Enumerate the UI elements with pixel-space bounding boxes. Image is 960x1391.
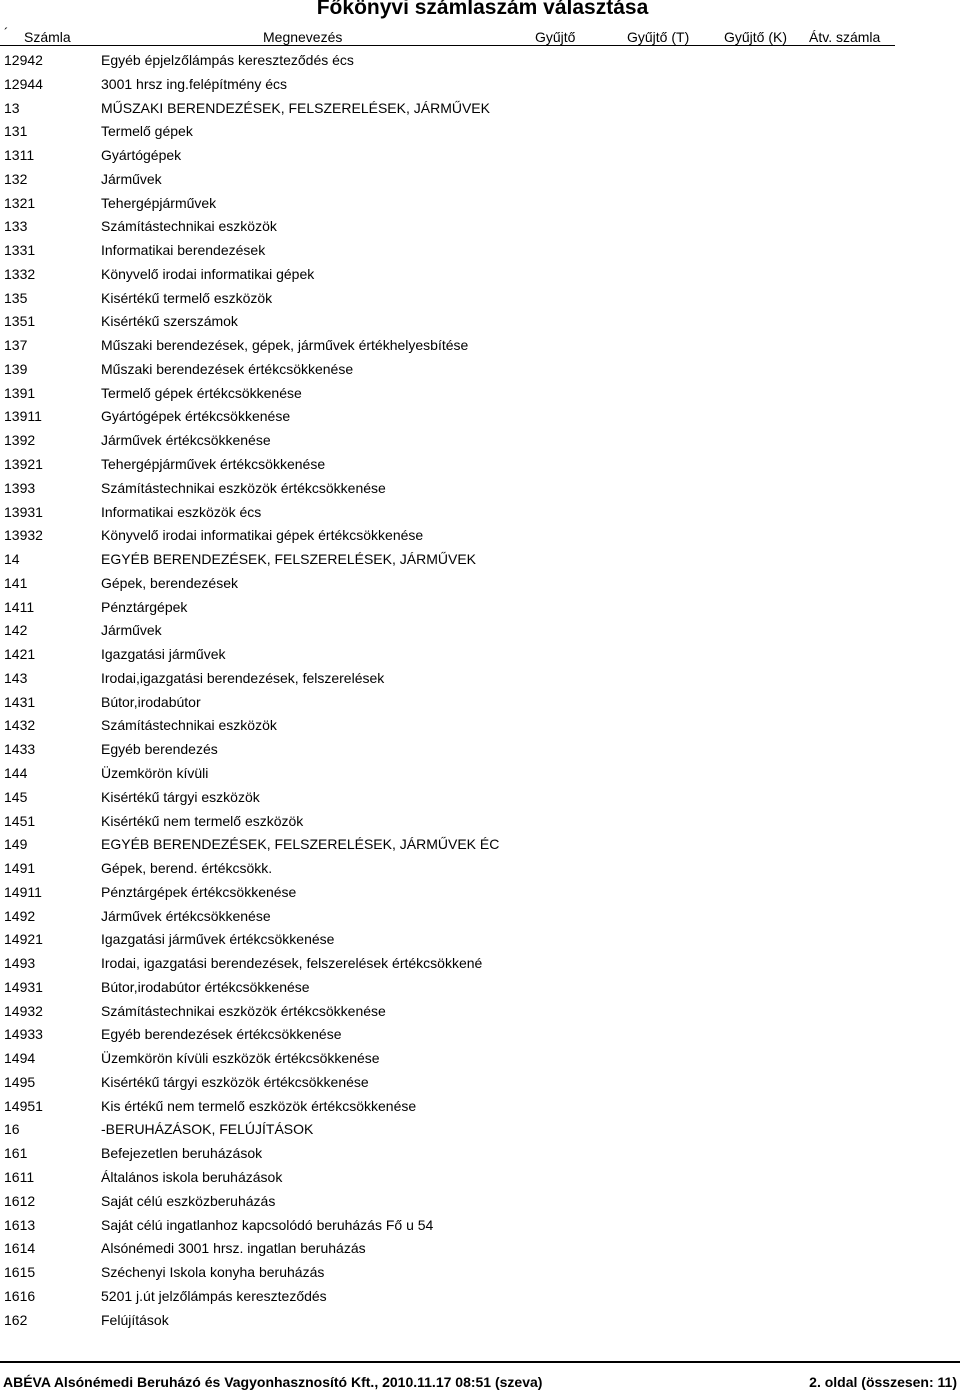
- table-row[interactable]: [0, 1260, 960, 1284]
- table-row[interactable]: [0, 666, 960, 690]
- table-row[interactable]: [0, 809, 960, 833]
- account-name: Informatikai eszközök écs: [101, 503, 262, 520]
- account-name: Kisértékű nem termelő eszközök: [101, 812, 304, 829]
- account-name: Számítástechnikai eszközök értékcsökkenése: [101, 479, 386, 496]
- account-name: EGYÉB BERENDEZÉSEK, FELSZERELÉSEK, JÁRMŰVEK ÉC: [101, 836, 500, 853]
- account-number: 14: [4, 551, 20, 568]
- account-number: 12942: [4, 52, 43, 68]
- table-row[interactable]: [0, 404, 960, 428]
- table-row[interactable]: [0, 642, 960, 666]
- account-name: Igazgatási járművek értékcsökkenése: [101, 931, 335, 948]
- table-row[interactable]: [0, 357, 960, 381]
- account-name: Informatikai berendezések: [101, 242, 266, 259]
- column-header-gyujto: Gyűjtő: [535, 29, 576, 45]
- account-number: 1311: [4, 147, 35, 164]
- account-name: Gépek, berend. értékcsökk.: [101, 860, 273, 877]
- table-row[interactable]: [0, 927, 960, 951]
- table-row[interactable]: [0, 761, 960, 785]
- table-row[interactable]: [0, 191, 960, 215]
- account-number: 14911: [4, 883, 42, 900]
- table-row[interactable]: [0, 1165, 960, 1189]
- table-row[interactable]: [0, 214, 960, 238]
- account-name: Pénztárgépek értékcsökkenése: [101, 883, 297, 900]
- table-row[interactable]: [0, 428, 960, 452]
- table-row[interactable]: [0, 1213, 960, 1237]
- account-name: MŰSZAKI BERENDEZÉSEK, FELSZERELÉSEK, JÁRMŰVEK: [101, 99, 490, 116]
- account-name: Pénztárgépek: [101, 598, 188, 615]
- account-number: 162: [4, 1311, 28, 1328]
- account-number: 1615: [4, 1264, 36, 1281]
- account-number: 14951: [4, 1097, 43, 1114]
- account-number: 14931: [4, 978, 43, 995]
- account-name: Tehergépjárművek: [101, 194, 217, 211]
- column-header-gyujto-t: Gyűjtő (T): [627, 29, 690, 45]
- account-name: Műszaki berendezések értékcsökkenése: [101, 360, 354, 377]
- account-name: Egyéb berendezések értékcsökkenése: [101, 1026, 342, 1043]
- table-row[interactable]: [0, 832, 960, 856]
- footer-page-counter: 2. oldal (összesen: 11): [809, 1374, 957, 1390]
- account-name: Számítástechnikai eszközök: [101, 717, 277, 734]
- account-name: Könyvelő irodai informatikai gépek értékcsökkenése: [101, 527, 424, 544]
- table-row[interactable]: [0, 1284, 960, 1308]
- account-name: Alsónémedi 3001 hrsz. ingatlan beruházás: [101, 1240, 366, 1257]
- account-number: 1614: [4, 1240, 36, 1257]
- account-name: Irodai,igazgatási berendezések, felszerelések: [101, 669, 385, 686]
- account-number: 1616: [4, 1287, 36, 1304]
- account-number: 1431: [4, 693, 36, 710]
- table-row[interactable]: [0, 286, 960, 310]
- account-number: 1612: [4, 1192, 36, 1209]
- account-number: 1351: [4, 313, 36, 330]
- column-header-megnevezes: Megnevezés: [263, 29, 343, 45]
- account-name: Gyártógépek értékcsökkenése: [101, 408, 291, 425]
- account-number: 13: [4, 99, 20, 116]
- table-row[interactable]: [0, 1070, 960, 1094]
- table-row[interactable]: [0, 500, 960, 524]
- table-row[interactable]: [0, 880, 960, 904]
- table-row[interactable]: [0, 48, 960, 72]
- account-name: Számítástechnikai eszközök értékcsökkenése: [101, 1002, 386, 1019]
- footer-divider: [0, 1361, 960, 1363]
- table-row[interactable]: [0, 96, 960, 120]
- table-row[interactable]: [0, 951, 960, 975]
- table-row[interactable]: [0, 167, 960, 191]
- account-number: 145: [4, 788, 28, 805]
- account-number: 132: [4, 170, 28, 187]
- account-number: 139: [4, 360, 28, 377]
- account-number: 161: [4, 1145, 28, 1162]
- account-name: Könyvelő irodai informatikai gépek: [101, 265, 315, 282]
- account-name: Befejezetlen beruházások: [101, 1145, 263, 1162]
- table-row[interactable]: [0, 1022, 960, 1046]
- account-number: 1393: [4, 479, 36, 496]
- account-number: 1391: [4, 384, 36, 401]
- table-header: [0, 25, 960, 47]
- account-number: 1332: [4, 265, 36, 282]
- account-name: Kisértékű szerszámok: [101, 313, 238, 330]
- table-row[interactable]: [0, 381, 960, 405]
- account-number: 1331: [4, 242, 36, 259]
- account-name: Felújítások: [101, 1311, 169, 1328]
- account-number: 1411: [4, 598, 35, 615]
- table-row[interactable]: [0, 238, 960, 262]
- account-table-body: [0, 48, 960, 1331]
- account-name: Járművek: [101, 170, 162, 187]
- account-number: 137: [4, 337, 28, 354]
- account-name: Járművek: [101, 622, 162, 639]
- account-number: 1492: [4, 907, 36, 924]
- table-row[interactable]: [0, 523, 960, 547]
- account-number: 1321: [4, 194, 36, 211]
- account-name: Járművek értékcsökkenése: [101, 907, 271, 924]
- column-header-atv-szamla: Átv. számla: [809, 29, 881, 45]
- table-row[interactable]: [0, 1046, 960, 1070]
- account-name: Üzemkörön kívüli: [101, 764, 209, 781]
- table-row[interactable]: [0, 1141, 960, 1165]
- account-number: 1613: [4, 1216, 36, 1233]
- account-name: Műszaki berendezések, gépek, járművek értékhelyesbítése: [101, 337, 469, 354]
- account-name: Kis értékű nem termelő eszközök értékcsökkenése: [101, 1097, 417, 1114]
- table-row[interactable]: [0, 262, 960, 286]
- account-number: 14932: [4, 1002, 43, 1019]
- account-number: 1432: [4, 717, 36, 734]
- table-row[interactable]: [0, 713, 960, 737]
- account-name: Igazgatási járművek: [101, 646, 226, 663]
- table-row[interactable]: [0, 1117, 960, 1141]
- account-name: Üzemkörön kívüli eszközök értékcsökkenése: [101, 1050, 380, 1067]
- account-name: Saját célú ingatlanhoz kapcsolódó beruházás Fő u 54: [101, 1216, 434, 1233]
- account-number: 142: [4, 622, 28, 639]
- table-row[interactable]: [0, 547, 960, 571]
- account-name: Termelő gépek értékcsökkenése: [101, 384, 302, 401]
- account-name: Bútor,irodabútor értékcsökkenése: [101, 978, 310, 995]
- account-number: 1433: [4, 741, 36, 758]
- account-name: Egyéb berendezés: [101, 741, 218, 758]
- account-number: 1451: [4, 812, 36, 829]
- table-row[interactable]: [0, 1189, 960, 1213]
- table-row[interactable]: [0, 1094, 960, 1118]
- table-row[interactable]: [0, 309, 960, 333]
- account-number: 1495: [4, 1073, 36, 1090]
- account-number: 13932: [4, 527, 43, 544]
- header-divider: [0, 45, 895, 46]
- column-header-szamla: Számla: [24, 29, 71, 45]
- account-number: 135: [4, 289, 28, 306]
- account-name: 5201 j.út jelzőlámpás kereszteződés: [101, 1287, 327, 1304]
- account-number: 1611: [4, 1168, 35, 1185]
- table-row[interactable]: [0, 690, 960, 714]
- table-row[interactable]: [0, 476, 960, 500]
- table-row[interactable]: [0, 975, 960, 999]
- table-row[interactable]: [0, 333, 960, 357]
- table-row[interactable]: [0, 595, 960, 619]
- account-number: 1392: [4, 432, 36, 449]
- column-header-gyujto-k: Gyűjtő (K): [724, 29, 788, 45]
- table-row[interactable]: [0, 785, 960, 809]
- account-number: 12944: [4, 75, 43, 92]
- account-name: -BERUHÁZÁSOK, FELÚJÍTÁSOK: [101, 1121, 314, 1138]
- account-number: 16: [4, 1121, 20, 1138]
- account-number: 1493: [4, 955, 36, 972]
- account-name: Tehergépjárművek értékcsökkenése: [101, 456, 326, 473]
- footer-company-info: ABÉVA Alsónémedi Beruházó és Vagyonhasznosító Kft., 2010.11.17 08:51 (szeva): [3, 1374, 543, 1390]
- table-row[interactable]: [0, 618, 960, 642]
- account-name: Termelő gépek: [101, 123, 193, 140]
- account-number: 1491: [4, 860, 36, 877]
- account-name: Egyéb épjelzőlámpás kereszteződés écs: [101, 52, 354, 68]
- table-row[interactable]: [0, 1236, 960, 1260]
- account-number: 1494: [4, 1050, 36, 1067]
- account-number: 131: [4, 123, 28, 140]
- account-number: 149: [4, 836, 28, 853]
- account-number: 14921: [4, 931, 43, 948]
- account-name: Gyártógépek: [101, 147, 182, 164]
- account-name: Bútor,irodabútor: [101, 693, 201, 710]
- account-name: Járművek értékcsökkenése: [101, 432, 271, 449]
- account-name: Kisértékű termelő eszközök: [101, 289, 273, 306]
- table-row[interactable]: [0, 904, 960, 928]
- account-number: 143: [4, 669, 28, 686]
- table-row[interactable]: [0, 737, 960, 761]
- table-row[interactable]: [0, 143, 960, 167]
- account-number: 14933: [4, 1026, 43, 1043]
- account-name: Számítástechnikai eszközök: [101, 218, 277, 235]
- account-number: 144: [4, 764, 28, 781]
- account-name: Irodai, igazgatási berendezések, felszerelések értékcsökkené: [101, 955, 483, 972]
- account-name: Kisértékű tárgyi eszközök értékcsökkenése: [101, 1073, 369, 1090]
- page-title: Főkönyvi számlaszám választása: [316, 0, 649, 19]
- table-row[interactable]: [0, 119, 960, 143]
- table-row[interactable]: [0, 452, 960, 476]
- table-row[interactable]: [0, 856, 960, 880]
- account-name: Széchenyi Iskola konyha beruházás: [101, 1264, 325, 1281]
- table-row[interactable]: [0, 999, 960, 1023]
- account-number: 13931: [4, 503, 43, 520]
- account-name: Saját célú eszközberuházás: [101, 1192, 276, 1209]
- account-number: 141: [4, 574, 28, 591]
- account-number: 133: [4, 218, 28, 235]
- sort-indicator-icon: ´: [4, 25, 9, 40]
- account-name: EGYÉB BERENDEZÉSEK, FELSZERELÉSEK, JÁRMŰVEK: [101, 551, 476, 568]
- account-name: Gépek, berendezések: [101, 574, 238, 591]
- account-name: Kisértékű tárgyi eszközök: [101, 788, 260, 805]
- account-name: 3001 hrsz ing.felépítmény écs: [101, 75, 287, 92]
- account-number: 1421: [4, 646, 36, 663]
- account-number: 13921: [4, 456, 43, 473]
- table-row[interactable]: [0, 571, 960, 595]
- table-row[interactable]: [0, 1308, 960, 1332]
- table-row[interactable]: [0, 72, 960, 96]
- account-number: 13911: [4, 408, 42, 425]
- account-name: Általános iskola beruházások: [101, 1168, 283, 1185]
